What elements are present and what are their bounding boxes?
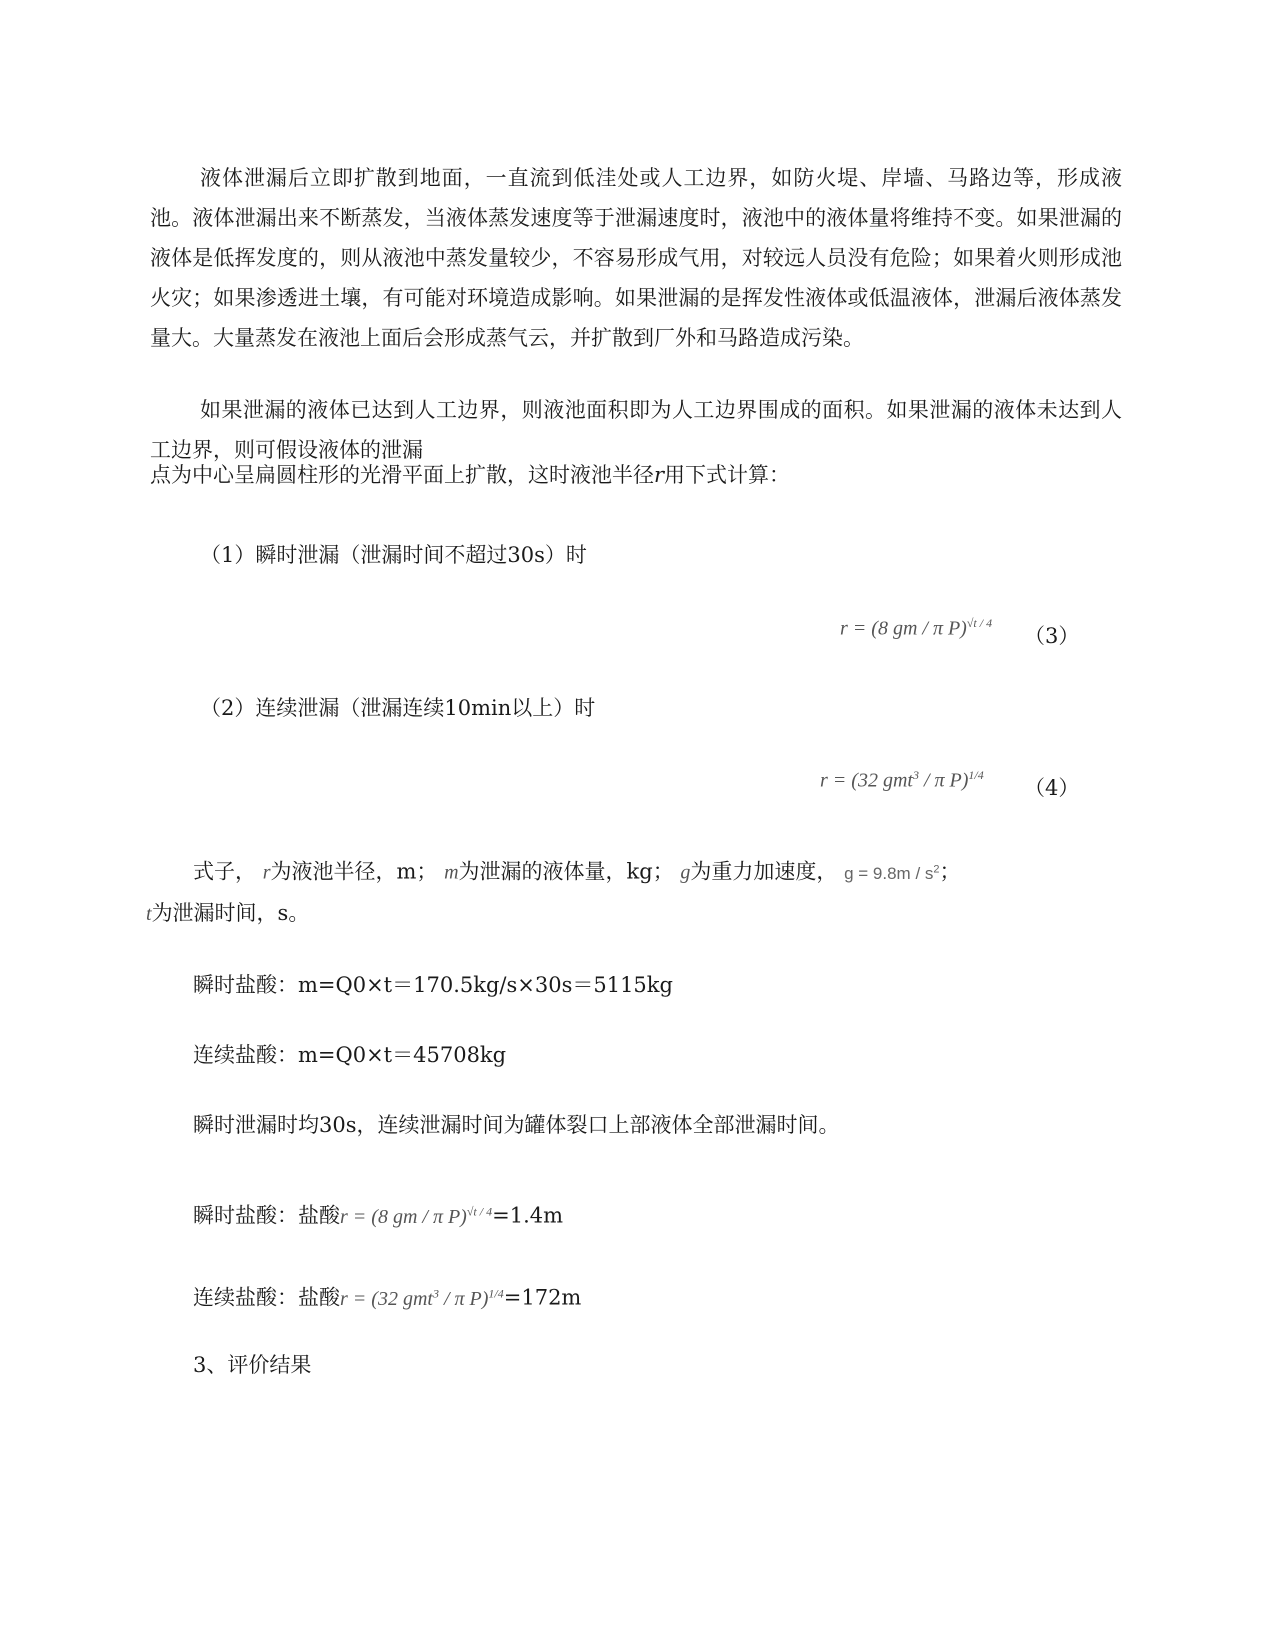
formula-4-cube: 3 (912, 768, 919, 782)
r-description: 为液池半径，m； (270, 859, 438, 884)
m-symbol: m (444, 861, 459, 884)
formula-4-body: r = (32 gmt (820, 769, 913, 792)
instant-radius-result (193, 1196, 563, 1232)
formula-4-exponent: 1/4 (968, 768, 984, 782)
formula-4-number: （4） (1024, 776, 1080, 800)
instant-radius-label: 瞬时盐酸：盐酸 (193, 1203, 340, 1228)
g-description: 为重力加速度， (690, 859, 838, 884)
continuous-radius-formula: r = (32 gmt$^3$ / π P)$^{1/4}$ (340, 1286, 504, 1310)
t-description: 为泄漏时间，s。 (151, 901, 310, 925)
paragraph-artificial-boundary: 如果泄漏的液体已达到人工边界，则液池面积即为人工边界围成的面积。如果泄漏的液体未达到人工边界，则可假设液体的泄漏 (150, 398, 1122, 462)
paragraph-liquid-spread: 液体泄漏后立即扩散到地面，一直流到低洼处或人工边界，如防火堤、岸墙、马路边等，形成液池。液体泄漏出来不断蒸发，当液体蒸发速度等于泄漏速度时，液池中的液体量将维持不变。如果泄漏的液体是低挥发度的，则从液池中蒸发量较少，不容易形成气用，对较远人员没有危险；如果着火则形成池火灾；如果渗透进土壤，有可能对环境造成影响。如果泄漏的是挥发性液体或低温液体，泄漏后液体蒸发量大。大量蒸发在液池上面后会形成蒸气云，并扩散到厂外和马路造成污染。 (150, 166, 1122, 350)
formula-3-body: r = (8 gm / π P) (840, 617, 967, 640)
formula-4 (820, 768, 984, 793)
m-description: 为泄漏的液体量，kg； (458, 859, 674, 884)
continuous-radius-label: 连续盐酸：盐酸 (193, 1285, 340, 1310)
paragraph-radius-intro (150, 460, 790, 490)
radius-variable: r (654, 463, 665, 487)
g-end: ； (939, 859, 961, 884)
instant-radius-formula: r = (8 gm / π P)$^{√t / 4}$ (340, 1204, 493, 1228)
radius-intro-end: 用下式计算： (664, 463, 791, 487)
r-symbol: r (262, 861, 271, 884)
t-symbol: t (146, 903, 152, 925)
instant-radius-value: =1.4m (492, 1203, 564, 1228)
case-instant-heading: （1）瞬时泄漏（泄漏时间不超过30s）时 (200, 543, 587, 567)
formula-3-number: （3） (1024, 624, 1080, 648)
continuous-mass-calc: 连续盐酸：m=Q0×t＝45708kg (193, 1043, 507, 1067)
instant-mass-calc: 瞬时盐酸：m=Q0×t＝170.5kg/s×30s＝5115kg (193, 973, 673, 997)
leak-time-note: 瞬时泄漏时均30s，连续泄漏时间为罐体裂口上部液体全部泄漏时间。 (193, 1113, 840, 1137)
continuous-radius-value: =172m (503, 1285, 582, 1310)
continuous-radius-result (193, 1278, 581, 1314)
section-heading-evaluation: 3、评价结果 (193, 1353, 312, 1377)
case-continuous-heading: （2）连续泄漏（泄漏连续10min以上）时 (200, 696, 596, 720)
formula-3-exponent: √t / 4 (966, 616, 993, 630)
g-symbol: g (680, 861, 691, 884)
formula-3 (840, 616, 992, 641)
definitions-lead: 式子， (193, 859, 256, 884)
definitions-line (193, 854, 961, 889)
formula-4-rest: / π P) (918, 769, 969, 792)
radius-intro-text: 点为中心呈扁圆柱形的光滑平面上扩散，这时液池半径 (150, 463, 654, 487)
g-value: $g = 9.8m / s^2$ (844, 863, 940, 883)
definitions-line-2 (146, 898, 309, 929)
